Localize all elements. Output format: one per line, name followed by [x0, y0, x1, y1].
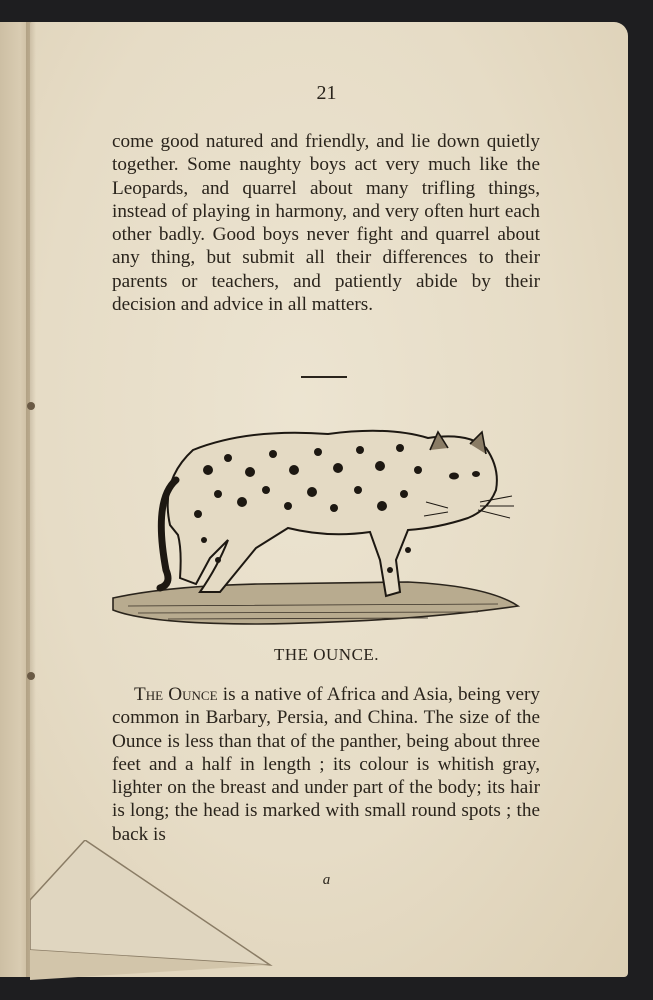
- folded-page-corner: [30, 840, 290, 980]
- lead-in-small-caps: The Ounce: [134, 684, 218, 705]
- binding-hole: [27, 672, 35, 680]
- ground: [113, 582, 518, 624]
- ounce-illustration: [108, 410, 523, 632]
- body-paragraph-bottom: [112, 683, 540, 846]
- binding-hole: [27, 402, 35, 410]
- body-paragraph-top: come good natured and friendly, and lie down quietly together. Some naughty boys act very much like the Leopards, and quarrel about many trifling things, instead of playing in harmony, and very often hurt each other badly. Good boys never fight and quarrel about any thing, but submit all their differences to their parents or teachers, and patiently abide by their decision and advice in all matters.: [112, 131, 540, 316]
- book-spine-shadow: [26, 22, 36, 977]
- page-number: 21: [316, 82, 337, 104]
- section-divider: [301, 376, 347, 378]
- illustration-caption: THE OUNCE.: [273, 645, 380, 664]
- ounce-body: [160, 431, 514, 596]
- paragraph-text: is a native of Africa and Asia, being very common in Barbary, Persia, and China. The size of the Ounce is less than that of the panther, being about three feet and a half in length ; its colour is whitish gray, lighter on the breast and under part of the body; its hair is long; the head is marked with small round spots ; the back is: [112, 684, 540, 845]
- signature-mark: a: [322, 872, 331, 888]
